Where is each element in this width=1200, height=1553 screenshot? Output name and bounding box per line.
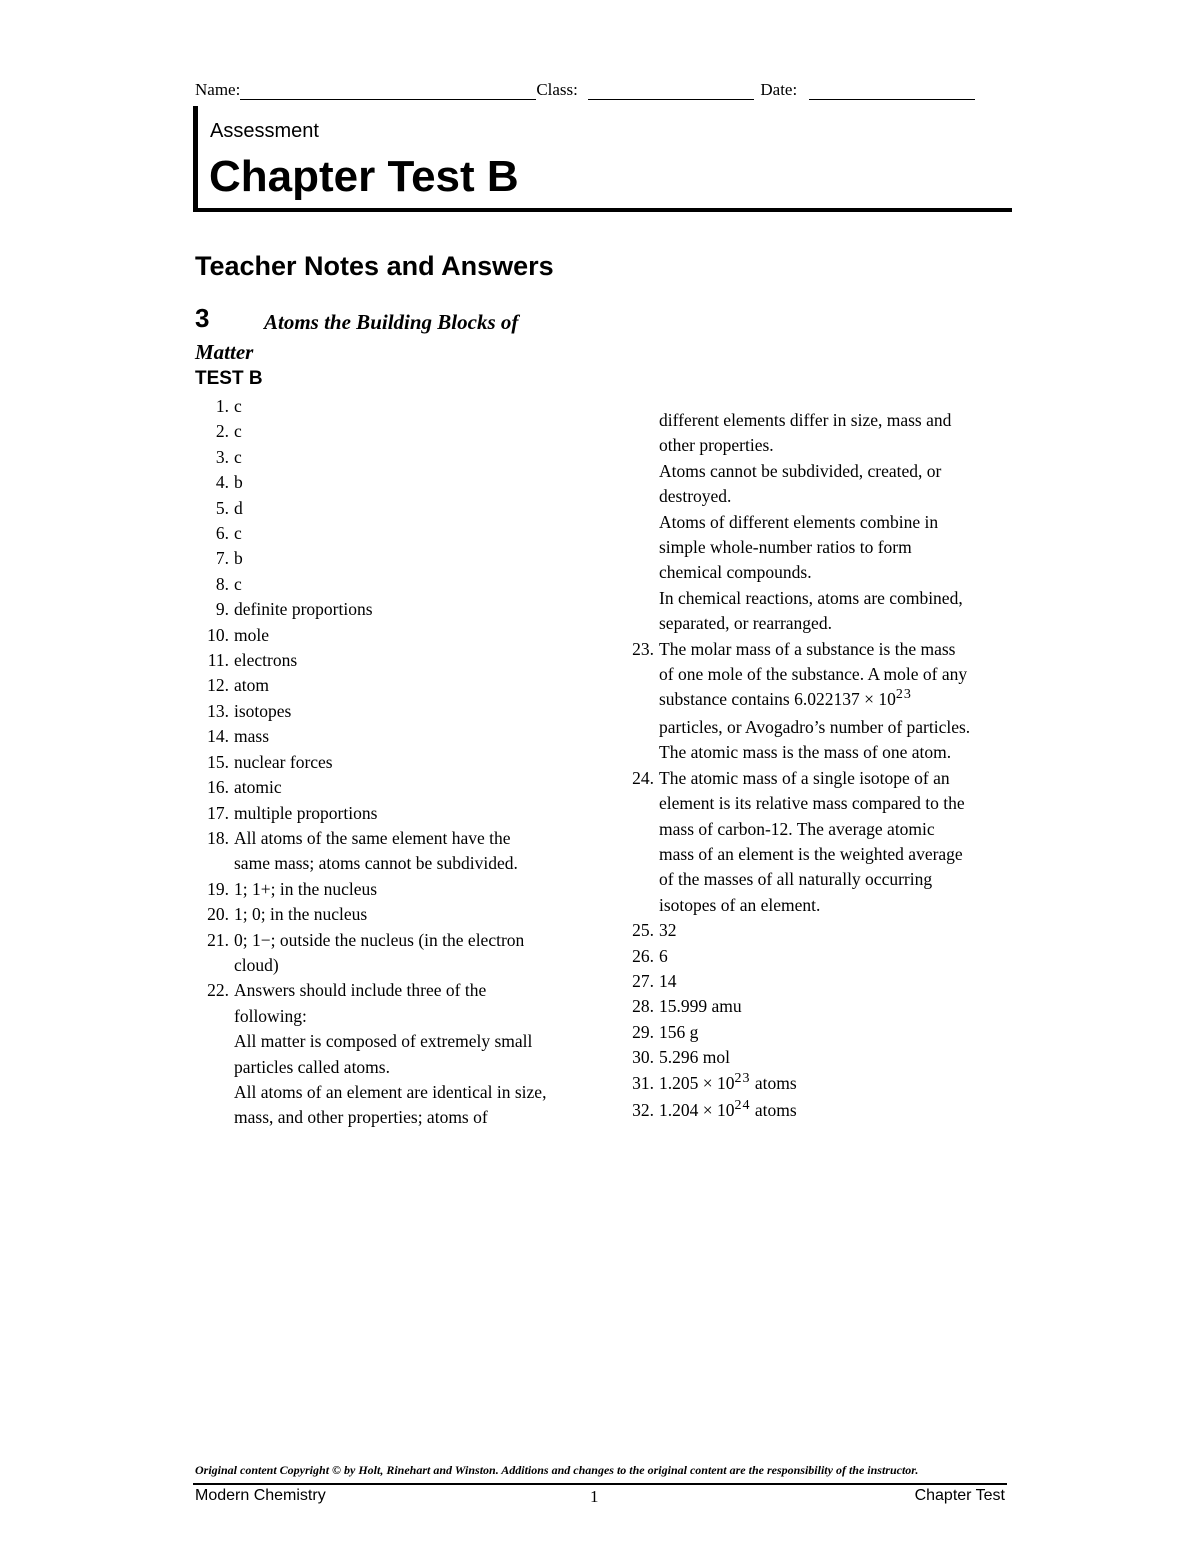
exponent: 24 bbox=[734, 1097, 751, 1113]
answer-line bbox=[195, 978, 595, 1003]
answer-line bbox=[620, 944, 1015, 969]
answer-number bbox=[195, 953, 234, 978]
answer-line bbox=[620, 817, 1015, 842]
copyright-notice: Original content Copyright © by Holt, Rinehart and Winston. Additions and changes to the original content are the responsibility of the instructor. bbox=[195, 1463, 919, 1477]
answer-number: 4. bbox=[215, 472, 229, 493]
answer-text-main: particles called atoms. bbox=[234, 1056, 390, 1077]
answer-text bbox=[234, 724, 595, 749]
answer-text-main: of one mole of the substance. A mole of any bbox=[659, 664, 968, 685]
answer-text-main: The atomic mass is the mass of one atom. bbox=[659, 742, 952, 763]
answer-number bbox=[620, 842, 659, 867]
answer-line bbox=[195, 699, 595, 724]
answer-number bbox=[195, 1055, 234, 1080]
exponent: 23 bbox=[895, 687, 912, 703]
answer-text-main: In chemical reactions, atoms are combined, bbox=[659, 587, 963, 608]
answer-text-main: 14 bbox=[659, 970, 677, 991]
answer-number bbox=[620, 740, 659, 765]
answer-text bbox=[659, 867, 1015, 892]
answer-text-main: 1.205 × 10 bbox=[659, 1072, 735, 1093]
answer-text-main: isotopes bbox=[234, 700, 292, 721]
answer-line bbox=[195, 826, 595, 851]
answer-line bbox=[195, 572, 595, 597]
answer-text bbox=[234, 521, 595, 546]
answer-number: 8. bbox=[215, 573, 229, 594]
class-label: Class: bbox=[536, 80, 578, 99]
answer-text-main: separated, or rearranged. bbox=[659, 613, 832, 634]
answer-line bbox=[620, 994, 1015, 1019]
answer-text bbox=[234, 597, 595, 622]
answer-text bbox=[234, 1004, 595, 1029]
answer-number bbox=[620, 484, 659, 509]
answer-text bbox=[659, 408, 1015, 433]
answer-text-main: 5.296 mol bbox=[659, 1047, 730, 1068]
answer-text bbox=[659, 969, 1015, 994]
answer-text-main: b bbox=[234, 548, 243, 569]
answer-number: 32. bbox=[632, 1099, 654, 1120]
chapter-number: 3 bbox=[195, 303, 210, 333]
answer-text-main: nuclear forces bbox=[234, 751, 333, 772]
answer-line bbox=[195, 801, 595, 826]
page-number: 1 bbox=[590, 1487, 599, 1506]
answer-number: 19. bbox=[207, 878, 229, 899]
name-blank[interactable] bbox=[240, 81, 536, 100]
answer-line bbox=[195, 1004, 595, 1029]
answer-number bbox=[620, 817, 659, 842]
answer-line bbox=[195, 1029, 595, 1054]
answer-number bbox=[620, 893, 659, 918]
student-info-line bbox=[195, 80, 975, 100]
subtitle: Teacher Notes and Answers bbox=[195, 251, 554, 281]
answer-text-main: mass of an element is the weighted average bbox=[659, 843, 963, 864]
answer-text bbox=[234, 572, 595, 597]
answer-text-main: c bbox=[234, 396, 242, 416]
answer-number: 24. bbox=[632, 767, 654, 788]
answer-line bbox=[620, 1045, 1015, 1070]
answer-line bbox=[620, 408, 1015, 433]
answer-line bbox=[620, 637, 1015, 662]
answer-text bbox=[234, 953, 595, 978]
answer-text bbox=[234, 673, 595, 698]
answer-line bbox=[195, 775, 595, 800]
answer-text bbox=[234, 546, 595, 571]
answer-line bbox=[620, 791, 1015, 816]
answer-text-main: mass bbox=[234, 726, 269, 747]
answer-line bbox=[620, 484, 1015, 509]
answer-number bbox=[195, 1080, 234, 1105]
answers-right-column bbox=[620, 408, 1015, 1125]
answer-text bbox=[659, 893, 1015, 918]
answer-number: 23. bbox=[632, 638, 654, 659]
answer-text-main: 1; 1+; in the nucleus bbox=[234, 878, 378, 899]
answer-number: 21. bbox=[207, 929, 229, 950]
answer-line bbox=[620, 842, 1015, 867]
answer-number bbox=[620, 535, 659, 560]
answer-number bbox=[620, 408, 659, 433]
answer-text-main: 0; 1−; outside the nucleus (in the electron bbox=[234, 929, 525, 950]
answer-text-main: All atoms of an element are identical in size, bbox=[234, 1081, 547, 1102]
answer-line bbox=[195, 546, 595, 571]
answer-text bbox=[234, 851, 595, 876]
answer-line bbox=[195, 750, 595, 775]
answer-number: 18. bbox=[207, 827, 229, 848]
answer-text-main: atomic bbox=[234, 777, 282, 798]
answer-text bbox=[234, 699, 595, 724]
answer-line bbox=[195, 877, 595, 902]
answer-line bbox=[620, 611, 1015, 636]
answer-number bbox=[620, 715, 659, 740]
answer-text bbox=[659, 687, 1015, 714]
answer-text-main: chemical compounds. bbox=[659, 562, 812, 583]
answer-number: 16. bbox=[207, 777, 229, 798]
answer-text bbox=[659, 637, 1015, 662]
answer-line bbox=[195, 673, 595, 698]
answer-line bbox=[195, 648, 595, 673]
answer-number bbox=[620, 662, 659, 687]
answer-text-main: isotopes of an element. bbox=[659, 894, 821, 915]
answer-line bbox=[195, 597, 595, 622]
answer-line bbox=[620, 867, 1015, 892]
answer-number bbox=[195, 1105, 234, 1130]
answer-text-main: of the masses of all naturally occurring bbox=[659, 869, 933, 890]
answer-text bbox=[659, 1045, 1015, 1070]
answer-line bbox=[195, 1105, 595, 1130]
answer-number: 27. bbox=[632, 970, 654, 991]
answer-line bbox=[195, 953, 595, 978]
answer-number: 1. bbox=[215, 396, 229, 416]
footer-section: Chapter Test bbox=[914, 1487, 1005, 1504]
answer-text bbox=[234, 750, 595, 775]
answer-line bbox=[195, 419, 595, 444]
answer-text-main: The atomic mass of a single isotope of an bbox=[659, 767, 950, 788]
answer-number bbox=[620, 560, 659, 585]
answer-text bbox=[659, 766, 1015, 791]
answer-number: 17. bbox=[207, 802, 229, 823]
answer-line bbox=[195, 445, 595, 470]
answer-text-main: 6 bbox=[659, 945, 668, 966]
answer-text-main: mass, and other properties; atoms of bbox=[234, 1107, 488, 1128]
answer-text-main: All matter is composed of extremely small bbox=[234, 1031, 533, 1052]
answer-number: 28. bbox=[632, 996, 654, 1017]
name-label: Name: bbox=[195, 80, 241, 99]
answer-text-main: 15.999 amu bbox=[659, 996, 742, 1017]
section-label: Assessment bbox=[210, 120, 319, 142]
answer-number: 14. bbox=[207, 726, 229, 747]
answer-line bbox=[195, 902, 595, 927]
unit-text: atoms bbox=[750, 1072, 797, 1093]
answer-line bbox=[195, 1055, 595, 1080]
chapter-title-line1: Atoms the Building Blocks of bbox=[264, 310, 519, 334]
answer-text-main: 1.204 × 10 bbox=[659, 1099, 735, 1120]
answer-line bbox=[620, 1071, 1015, 1098]
answers-left-column bbox=[195, 394, 595, 1131]
answer-number: 10. bbox=[207, 624, 229, 645]
answer-text bbox=[659, 459, 1015, 484]
test-label: TEST B bbox=[195, 368, 263, 389]
answer-number: 12. bbox=[207, 675, 229, 696]
answer-line bbox=[620, 893, 1015, 918]
answer-line bbox=[620, 560, 1015, 585]
answer-text-main: mass of carbon-12. The average atomic bbox=[659, 818, 935, 839]
answer-text bbox=[659, 1071, 1015, 1098]
answer-line bbox=[620, 1020, 1015, 1045]
answer-text-main: mole bbox=[234, 624, 269, 645]
answer-number bbox=[620, 611, 659, 636]
answer-text bbox=[234, 623, 595, 648]
date-blank[interactable] bbox=[809, 81, 975, 100]
unit-text: atoms bbox=[750, 1099, 797, 1120]
answer-line bbox=[620, 687, 1015, 714]
answer-number bbox=[195, 851, 234, 876]
answer-text bbox=[234, 496, 595, 521]
answer-number: 9. bbox=[215, 599, 229, 620]
footer-divider bbox=[193, 1483, 1007, 1485]
answer-text-main: other properties. bbox=[659, 435, 774, 456]
answer-number bbox=[620, 867, 659, 892]
answer-text bbox=[659, 586, 1015, 611]
answer-text bbox=[659, 1098, 1015, 1125]
answer-text bbox=[234, 419, 595, 444]
answer-text-main: electrons bbox=[234, 650, 298, 671]
answer-number bbox=[620, 510, 659, 535]
answer-number: 29. bbox=[632, 1021, 654, 1042]
answer-number: 30. bbox=[632, 1047, 654, 1068]
answer-text-main: multiple proportions bbox=[234, 802, 378, 823]
answer-text bbox=[659, 1020, 1015, 1045]
answer-text-main: simple whole-number ratios to form bbox=[659, 537, 912, 558]
answer-text bbox=[659, 791, 1015, 816]
answer-text bbox=[659, 715, 1015, 740]
page-title: Chapter Test B bbox=[209, 152, 519, 201]
answer-text-main: element is its relative mass compared to the bbox=[659, 793, 965, 814]
answer-text bbox=[234, 1105, 595, 1130]
answer-line bbox=[195, 851, 595, 876]
answer-text-main: The molar mass of a substance is the mass bbox=[659, 638, 956, 659]
answer-number: 6. bbox=[215, 523, 229, 544]
answer-text bbox=[659, 611, 1015, 636]
answer-text bbox=[659, 560, 1015, 585]
answer-text-main: b bbox=[234, 472, 243, 493]
answer-text bbox=[234, 445, 595, 470]
answer-text-main: c bbox=[234, 523, 242, 544]
class-blank[interactable] bbox=[588, 81, 754, 100]
answer-number: 26. bbox=[632, 945, 654, 966]
answer-number: 25. bbox=[632, 920, 654, 941]
exponent: 23 bbox=[734, 1070, 751, 1086]
answer-text bbox=[659, 944, 1015, 969]
answer-line bbox=[195, 1080, 595, 1105]
answer-line bbox=[195, 496, 595, 521]
answer-line bbox=[620, 535, 1015, 560]
answer-number: 7. bbox=[215, 548, 229, 569]
answer-line bbox=[620, 662, 1015, 687]
answer-line bbox=[195, 521, 595, 546]
answer-text-main: destroyed. bbox=[659, 486, 732, 507]
answer-number bbox=[620, 687, 659, 714]
answer-text-main: atom bbox=[234, 675, 269, 696]
answer-number bbox=[620, 791, 659, 816]
answer-text bbox=[234, 394, 595, 419]
answer-line bbox=[620, 918, 1015, 943]
answer-text-main: All atoms of the same element have the bbox=[234, 827, 511, 848]
answer-line bbox=[620, 433, 1015, 458]
answer-text-main: same mass; atoms cannot be subdivided. bbox=[234, 853, 518, 874]
answer-text bbox=[234, 1055, 595, 1080]
answer-text bbox=[234, 928, 595, 953]
answer-line bbox=[620, 1098, 1015, 1125]
answer-text-main: Atoms cannot be subdivided, created, or bbox=[659, 460, 942, 481]
answer-text bbox=[234, 801, 595, 826]
answer-line bbox=[620, 459, 1015, 484]
answer-number bbox=[195, 1004, 234, 1029]
answer-text bbox=[659, 817, 1015, 842]
answer-text bbox=[659, 994, 1015, 1019]
answer-text-main: 1; 0; in the nucleus bbox=[234, 904, 368, 925]
answer-line bbox=[620, 740, 1015, 765]
answer-text bbox=[659, 918, 1015, 943]
answer-text bbox=[234, 1029, 595, 1054]
answer-text bbox=[234, 902, 595, 927]
answer-text bbox=[659, 662, 1015, 687]
answer-text bbox=[659, 510, 1015, 535]
answer-number: 2. bbox=[215, 421, 229, 442]
answer-text bbox=[234, 826, 595, 851]
answer-text-main: cloud) bbox=[234, 954, 279, 975]
answer-line bbox=[620, 715, 1015, 740]
answer-text bbox=[659, 740, 1015, 765]
answer-line bbox=[195, 623, 595, 648]
answer-text-main: c bbox=[234, 573, 242, 594]
answer-number bbox=[195, 1029, 234, 1054]
answer-text bbox=[659, 433, 1015, 458]
answer-text-main: Atoms of different elements combine in bbox=[659, 511, 939, 532]
answer-text bbox=[659, 484, 1015, 509]
answer-text bbox=[234, 877, 595, 902]
answer-line bbox=[620, 586, 1015, 611]
answer-number bbox=[620, 459, 659, 484]
answer-text-main: d bbox=[234, 497, 243, 518]
answer-text bbox=[234, 648, 595, 673]
answer-text-main: 156 g bbox=[659, 1021, 699, 1042]
answer-text-main: different elements differ in size, mass and bbox=[659, 410, 952, 430]
answer-text-main: following: bbox=[234, 1005, 307, 1026]
answer-text-main: c bbox=[234, 421, 242, 442]
chapter-title-line2: Matter bbox=[195, 340, 254, 364]
answer-number: 11. bbox=[207, 650, 229, 671]
answer-number: 15. bbox=[207, 751, 229, 772]
answer-line bbox=[620, 766, 1015, 791]
answer-number: 31. bbox=[632, 1072, 654, 1093]
answer-text bbox=[234, 1080, 595, 1105]
answer-number: 3. bbox=[215, 446, 229, 467]
answer-text bbox=[234, 978, 595, 1003]
title-box bbox=[193, 106, 1012, 212]
answer-line bbox=[620, 510, 1015, 535]
answer-line bbox=[195, 394, 595, 419]
answer-text-main: 32 bbox=[659, 920, 677, 941]
answer-number bbox=[620, 586, 659, 611]
answer-text-main: Answers should include three of the bbox=[234, 980, 487, 1001]
answer-number: 20. bbox=[207, 904, 229, 925]
answer-text-main: definite proportions bbox=[234, 599, 373, 620]
answer-text-main: c bbox=[234, 446, 242, 467]
answer-text-main: substance contains 6.022137 × 10 bbox=[659, 689, 896, 710]
answer-line bbox=[620, 969, 1015, 994]
answer-line bbox=[195, 724, 595, 749]
answer-line bbox=[195, 470, 595, 495]
answer-number bbox=[620, 433, 659, 458]
date-label: Date: bbox=[760, 80, 798, 99]
answer-text bbox=[659, 842, 1015, 867]
answer-number: 13. bbox=[207, 700, 229, 721]
answer-text bbox=[234, 470, 595, 495]
footer-book-title: Modern Chemistry bbox=[195, 1487, 326, 1504]
answer-line bbox=[195, 928, 595, 953]
answer-number: 22. bbox=[207, 980, 229, 1001]
answer-text-main: particles, or Avogadro’s number of particles. bbox=[659, 716, 971, 737]
answer-text bbox=[659, 535, 1015, 560]
answer-text bbox=[234, 775, 595, 800]
answer-number: 5. bbox=[215, 497, 229, 518]
